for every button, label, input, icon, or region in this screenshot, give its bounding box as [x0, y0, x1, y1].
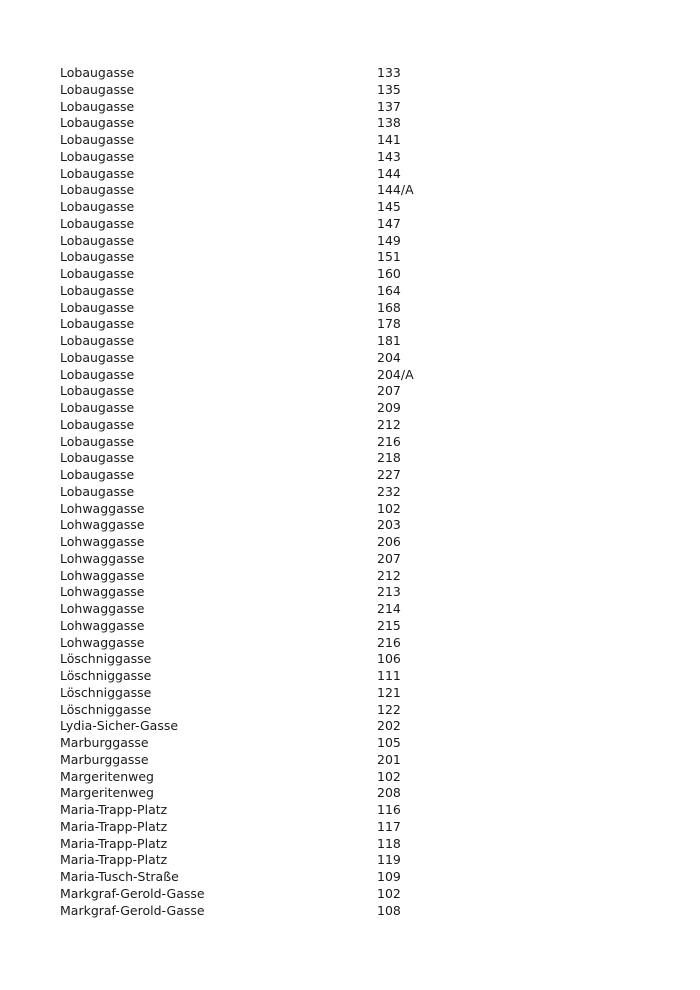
table-row	[60, 199, 460, 216]
table-row	[60, 769, 460, 786]
street-name: Löschniggasse	[60, 668, 152, 683]
house-number: 181	[377, 333, 401, 348]
house-number: 144	[377, 165, 401, 181]
table-row	[60, 99, 460, 116]
street-name: Lobaugasse	[60, 232, 135, 248]
house-number: 212	[377, 567, 401, 583]
street-name: Margeritenweg	[60, 768, 154, 784]
table-row	[60, 333, 460, 350]
house-number: 116	[377, 802, 401, 817]
table-row	[60, 467, 460, 484]
table-row	[60, 350, 460, 367]
table-row	[60, 635, 460, 652]
street-name: Lobaugasse	[60, 383, 135, 399]
street-name: Lohwaggasse	[60, 634, 145, 650]
table-row	[60, 400, 460, 417]
table-row	[60, 651, 460, 668]
house-number: 105	[377, 735, 401, 750]
street-name: Lobaugasse	[60, 282, 135, 298]
street-name: Lobaugasse	[60, 132, 135, 147]
street-name: Lohwaggasse	[60, 517, 145, 533]
house-number: 135	[377, 81, 401, 97]
table-row	[60, 182, 460, 199]
table-row	[60, 316, 460, 333]
address-list	[60, 65, 460, 919]
street-name: Lobaugasse	[60, 165, 135, 181]
house-number: 108	[377, 902, 401, 918]
street-name: Lobaugasse	[60, 266, 135, 281]
house-number: 232	[377, 483, 401, 499]
table-row	[60, 417, 460, 434]
table-row	[60, 802, 460, 819]
table-row	[60, 149, 460, 166]
street-name: Lobaugasse	[60, 199, 135, 214]
table-row	[60, 383, 460, 400]
table-row	[60, 601, 460, 618]
table-row	[60, 300, 460, 317]
table-row	[60, 584, 460, 601]
street-name: Lydia-Sicher-Gasse	[60, 718, 179, 734]
street-name: Lobaugasse	[60, 115, 135, 131]
street-name: Lobaugasse	[60, 366, 135, 382]
street-name: Lohwaggasse	[60, 534, 145, 549]
house-number: 102	[377, 885, 401, 901]
street-name: Lobaugasse	[60, 148, 135, 164]
street-name: Lobaugasse	[60, 433, 135, 449]
street-name: Lohwaggasse	[60, 584, 145, 600]
table-row	[60, 450, 460, 467]
table-row	[60, 718, 460, 735]
table-row	[60, 551, 460, 568]
street-name: Lobaugasse	[60, 81, 135, 97]
street-name: Löschniggasse	[60, 684, 152, 700]
house-number: 207	[377, 550, 401, 566]
table-row	[60, 836, 460, 853]
table-row	[60, 115, 460, 132]
house-number: 209	[377, 400, 401, 415]
table-row	[60, 249, 460, 266]
house-number: 102	[377, 768, 401, 784]
table-row	[60, 819, 460, 836]
house-number: 117	[377, 818, 401, 834]
table-row	[60, 517, 460, 534]
street-name: Löschniggasse	[60, 701, 152, 717]
street-name: Lobaugasse	[60, 483, 135, 499]
house-number: 149	[377, 232, 401, 248]
table-row	[60, 266, 460, 283]
house-number: 204/A	[377, 366, 414, 382]
table-row	[60, 501, 460, 518]
house-number: 143	[377, 148, 401, 164]
table-row	[60, 903, 460, 920]
house-number: 145	[377, 199, 401, 214]
street-name: Lohwaggasse	[60, 567, 145, 583]
house-number: 216	[377, 634, 401, 650]
street-name: Maria-Trapp-Platz	[60, 835, 168, 851]
table-row	[60, 82, 460, 99]
street-name: Lobaugasse	[60, 299, 135, 315]
table-row	[60, 216, 460, 233]
street-name: Lobaugasse	[60, 98, 135, 114]
street-name: Lobaugasse	[60, 316, 135, 332]
street-name: Lobaugasse	[60, 450, 135, 466]
street-name: Lobaugasse	[60, 400, 135, 415]
street-name: Lobaugasse	[60, 249, 135, 265]
table-row	[60, 233, 460, 250]
house-number: 122	[377, 701, 401, 717]
house-number: 168	[377, 299, 401, 315]
table-row	[60, 685, 460, 702]
house-number: 102	[377, 500, 401, 516]
table-row	[60, 752, 460, 769]
house-number: 218	[377, 450, 401, 466]
house-number: 227	[377, 467, 401, 482]
house-number: 164	[377, 282, 401, 298]
table-row	[60, 852, 460, 869]
house-number: 208	[377, 785, 401, 801]
table-row	[60, 367, 460, 384]
house-number: 118	[377, 835, 401, 851]
house-number: 147	[377, 215, 401, 231]
table-row	[60, 668, 460, 685]
table-row	[60, 785, 460, 802]
house-number: 160	[377, 266, 401, 281]
table-row	[60, 166, 460, 183]
house-number: 138	[377, 115, 401, 131]
table-row	[60, 869, 460, 886]
table-row	[60, 65, 460, 82]
street-name: Lobaugasse	[60, 333, 135, 348]
house-number: 212	[377, 416, 401, 432]
house-number: 207	[377, 383, 401, 399]
house-number: 204	[377, 349, 401, 365]
table-row	[60, 618, 460, 635]
table-row	[60, 132, 460, 149]
street-name: Lohwaggasse	[60, 617, 145, 633]
house-number: 214	[377, 601, 401, 616]
table-row	[60, 702, 460, 719]
street-name: Lobaugasse	[60, 215, 135, 231]
table-row	[60, 886, 460, 903]
street-name: Lohwaggasse	[60, 500, 145, 516]
street-name: Markgraf-Gerold-Gasse	[60, 902, 205, 918]
house-number: 202	[377, 718, 401, 734]
street-name: Maria-Trapp-Platz	[60, 852, 168, 868]
street-name: Lobaugasse	[60, 349, 135, 365]
house-number: 203	[377, 517, 401, 533]
house-number: 121	[377, 684, 401, 700]
street-name: Maria-Trapp-Platz	[60, 802, 168, 817]
house-number: 206	[377, 534, 401, 549]
street-name: Maria-Trapp-Platz	[60, 818, 168, 834]
street-name: Lobaugasse	[60, 467, 135, 482]
table-row	[60, 735, 460, 752]
house-number: 111	[377, 668, 401, 683]
house-number: 106	[377, 651, 401, 667]
street-name: Margeritenweg	[60, 785, 154, 801]
house-number: 109	[377, 869, 401, 884]
street-name: Markgraf-Gerold-Gasse	[60, 885, 205, 901]
house-number: 133	[377, 65, 401, 80]
house-number: 141	[377, 132, 401, 147]
table-row	[60, 434, 460, 451]
table-row	[60, 283, 460, 300]
street-name: Lohwaggasse	[60, 601, 145, 616]
street-name: Löschniggasse	[60, 651, 152, 667]
street-name: Marburggasse	[60, 751, 149, 767]
street-name: Lobaugasse	[60, 416, 135, 432]
table-row	[60, 484, 460, 501]
house-number: 215	[377, 617, 401, 633]
street-name: Lobaugasse	[60, 182, 135, 198]
table-row	[60, 568, 460, 585]
house-number: 216	[377, 433, 401, 449]
house-number: 144/A	[377, 182, 414, 198]
house-number: 137	[377, 98, 401, 114]
street-name: Maria-Tusch-Straße	[60, 869, 179, 884]
house-number: 201	[377, 751, 401, 767]
house-number: 151	[377, 249, 401, 265]
house-number: 213	[377, 584, 401, 600]
street-name: Lobaugasse	[60, 65, 135, 80]
street-name: Marburggasse	[60, 735, 149, 750]
house-number: 119	[377, 852, 401, 868]
house-number: 178	[377, 316, 401, 332]
table-row	[60, 534, 460, 551]
street-name: Lohwaggasse	[60, 550, 145, 566]
